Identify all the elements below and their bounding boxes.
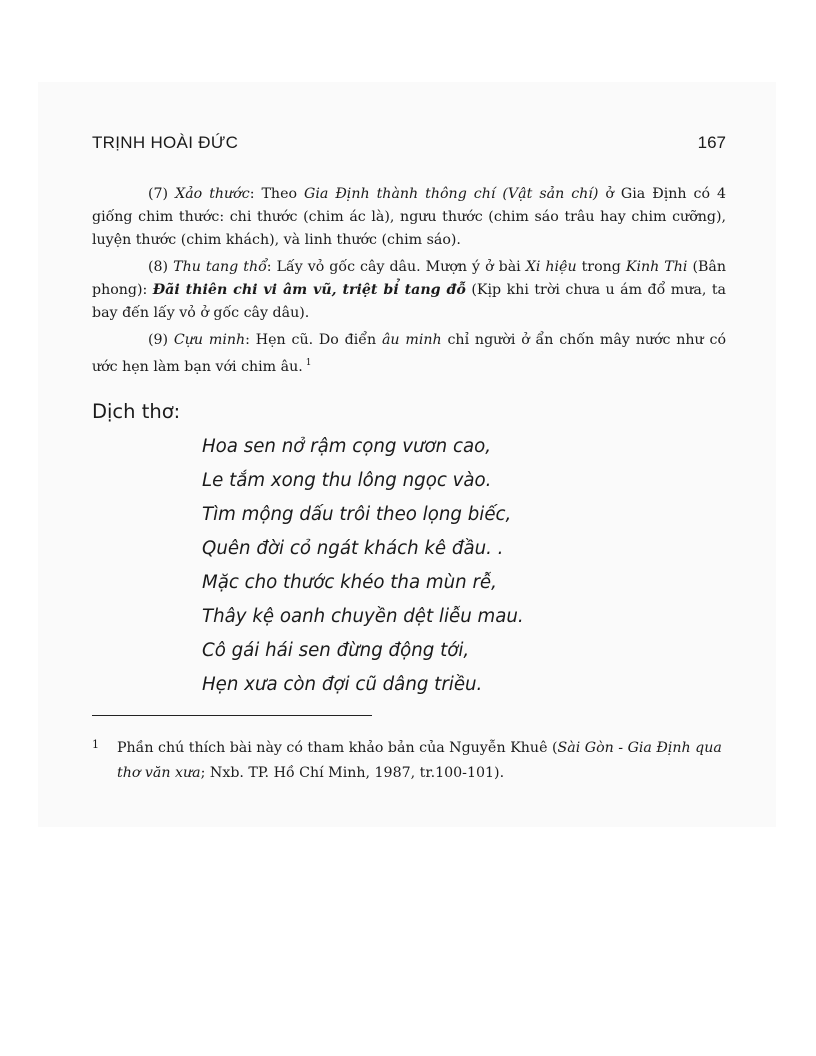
poem-line: Tìm mộng dấu trôi theo lọng biếc, [202, 504, 512, 525]
footnote-text-part: Phần chú thích bài này có tham khảo bản của Nguyễn Khuê ( [117, 740, 558, 756]
note-text: chỉ người ở ẩn chốn mây nước như có ước hẹn làm bạn với chim âu. [92, 332, 727, 375]
poem-line: Le tắm xong thu lông ngọc vào. [202, 470, 492, 491]
note-8 [92, 256, 726, 325]
footnote-text [117, 736, 726, 786]
note-poem-title: Xi hiệu [525, 259, 577, 275]
footnote-mark: 1 [92, 738, 99, 751]
note-term: Cựu minh [173, 332, 246, 348]
footnote-divider [92, 715, 372, 716]
running-title: TRỊNH HOÀI ĐỨC [92, 133, 239, 152]
note-text: : Theo [249, 186, 305, 202]
note-text: trong [576, 259, 626, 275]
annotation-notes [92, 183, 726, 383]
note-term: Thu tang thổ [173, 259, 267, 275]
poem-translation [202, 430, 524, 702]
note-allusion: âu minh [381, 332, 442, 348]
note-number: (9) [148, 332, 174, 348]
page-number: 167 [697, 133, 726, 152]
footnote-reference: 1 [305, 358, 312, 368]
note-quote: Đãi thiên chi vi âm vũ, triệt bỉ tang đỗ [152, 282, 466, 298]
page-header [92, 133, 726, 155]
note-book-title: Kinh Thi [625, 259, 688, 275]
poem-heading: Dịch thơ: [92, 400, 181, 423]
poem-line: Quên đời cỏ ngát khách kê đầu. . [202, 538, 504, 559]
note-text: (Bân phong): [92, 259, 727, 298]
note-term: Xảo thước [175, 186, 250, 202]
note-text: : Hẹn cũ. Do điển [245, 332, 382, 348]
poem-line: Hẹn xưa còn đợi cũ dâng triều. [202, 674, 483, 695]
footnote-text-part: ; Nxb. TP. Hồ Chí Minh, 1987, tr.100-101). [200, 765, 505, 781]
poem-line: Hoa sen nở rậm cọng vươn cao, [202, 436, 492, 457]
note-text: (Kịp khi trời chưa u ám đổ mưa, ta bay đến lấy vỏ ở gốc cây dâu). [92, 282, 726, 321]
footnote-book-title: Sài Gòn - Gia Định qua thơ văn xưa [117, 740, 722, 781]
note-7 [92, 183, 726, 252]
poem-line: Mặc cho thước khéo tha mùn rễ, [202, 572, 497, 593]
poem-line: Thây kệ oanh chuyền dệt liễu mau. [202, 606, 524, 627]
footnote [92, 736, 726, 786]
poem-line: Cô gái hái sen đừng động tới, [202, 640, 470, 661]
note-number: (8) [148, 259, 174, 275]
note-source-title: Gia Định thành thông chí (Vật sản chí) [304, 186, 599, 202]
note-text: : Lấy vỏ gốc cây dâu. Mượn ý ở bài [266, 259, 526, 275]
note-number: (7) [148, 186, 176, 202]
note-text: ở Gia Định có 4 giống chim thước: chi thước (chim ác là), ngưu thước (chim sáo trâu hay chim cưỡng), luyện thước (chim khách), và linh thước (chim sáo). [92, 186, 727, 248]
note-9 [92, 329, 726, 379]
